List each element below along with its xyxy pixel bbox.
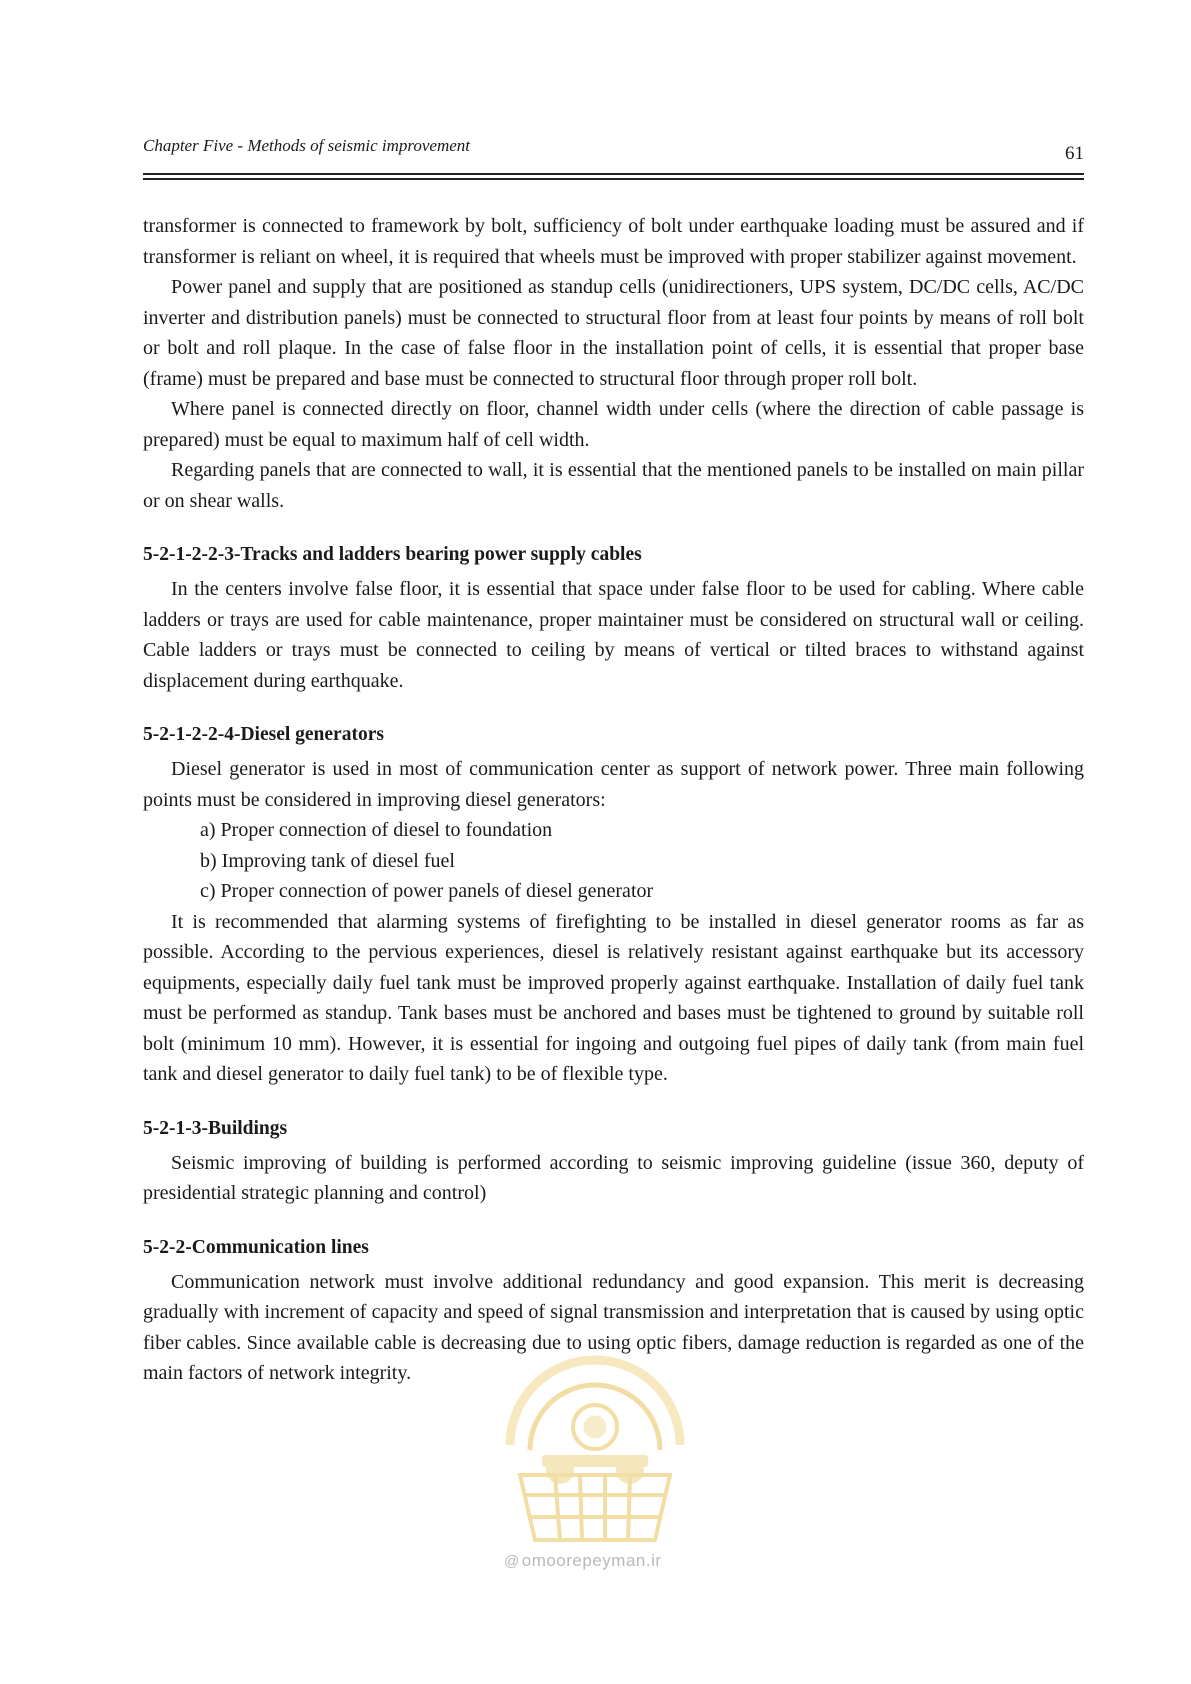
paragraph-communication-lines: Communication network must involve additional redundancy and good expansion. This merit is decreasing gradually with increment of capacity and speed of signal transmission and interpretation that is caused by using optic fiber cables. Since available cable is decreasing due to using optic fibers, damage reduction is regarded as one of the main factors of network integrity.	[143, 1270, 1084, 1384]
paragraph-diesel-details: It is recommended that alarming systems of firefighting to be installed in diesel generator rooms as far as possible. According to the pervious experiences, diesel is relatively resistant against earthquake but its accessory equipments, especially daily fuel tank must be improved properly against earthquake. Installation of daily fuel tank must be performed as standup. Tank bases must be anchored and bases must be tightened to ground by suitable roll bolt (minimum 10 mm). However, it is essential for ingoing and outgoing fuel pipes of daily tank (from main fuel tank and diesel generator to daily fuel tank) to be of flexible type.	[143, 910, 1084, 1085]
watermark-caption-text: omoorepeyman.ir	[521, 1551, 662, 1570]
section-heading-communication-lines: 5-2-2-Communication lines	[143, 1236, 369, 1258]
list-item: a) Proper connection of diesel to foundation	[200, 819, 553, 841]
paragraph-diesel-intro: Diesel generator is used in most of communication center as support of network power. Three main following points must be considered in improving diesel generators:	[143, 758, 1084, 811]
running-head: Chapter Five - Methods of seismic improvement	[143, 136, 471, 155]
paragraph-channel-width: Where panel is connected directly on floor, channel width under cells (where the direction of cable passage is prepared) must be equal to maximum half of cell width.	[143, 398, 1084, 451]
page-header	[143, 133, 1084, 163]
section-heading-buildings: 5-2-1-3-Buildings	[143, 1117, 288, 1139]
watermark-caption	[504, 1551, 662, 1571]
paragraph-transformer: transformer is connected to framework by bolt, sufficiency of bolt under earthquake loading must be assured and if transformer is reliant on wheel, it is required that wheels must be improved with proper stabilizer against movement.	[143, 215, 1084, 268]
paragraph-cabling: In the centers involve false floor, it is essential that space under false floor to be used for cabling. Where cable ladders or trays are used for cable maintenance, proper maintainer must be considered on structural wall or ceiling. Cable ladders or trays must be connected to ceiling by means of vertical or tilted braces to withstand against displacement during earthquake.	[143, 578, 1084, 692]
paragraph-wall-panels: Regarding panels that are connected to wall, it is essential that the mentioned panels to be installed on main pillar or on shear walls.	[143, 459, 1084, 512]
paragraph-buildings: Seismic improving of building is performed according to seismic improving guideline (issue 360, deputy of presidential strategic planning and control)	[143, 1151, 1084, 1204]
section-heading-tracks-ladders: 5-2-1-2-2-3-Tracks and ladders bearing power supply cables	[143, 544, 642, 565]
list-item: c) Proper connection of power panels of diesel generator	[200, 880, 654, 902]
page-body	[143, 211, 1084, 1389]
at-icon: @	[504, 1553, 520, 1570]
page-number: 61	[1065, 143, 1084, 164]
header-double-rule	[143, 173, 1084, 180]
list-item: b) Improving tank of diesel fuel	[200, 849, 455, 872]
paragraph-power-panel: Power panel and supply that are positioned as standup cells (unidirectioners, UPS system, DC/DC cells, AC/DC inverter and distribution panels) must be connected to structural floor from at least four points by means of roll bolt or bolt and roll plaque. In the case of false floor in the installation point of cells, it is essential that proper base (frame) must be prepared and base must be connected to structural floor through proper roll bolt.	[143, 276, 1084, 390]
section-heading-diesel-generators: 5-2-1-2-2-4-Diesel generators	[143, 724, 384, 745]
